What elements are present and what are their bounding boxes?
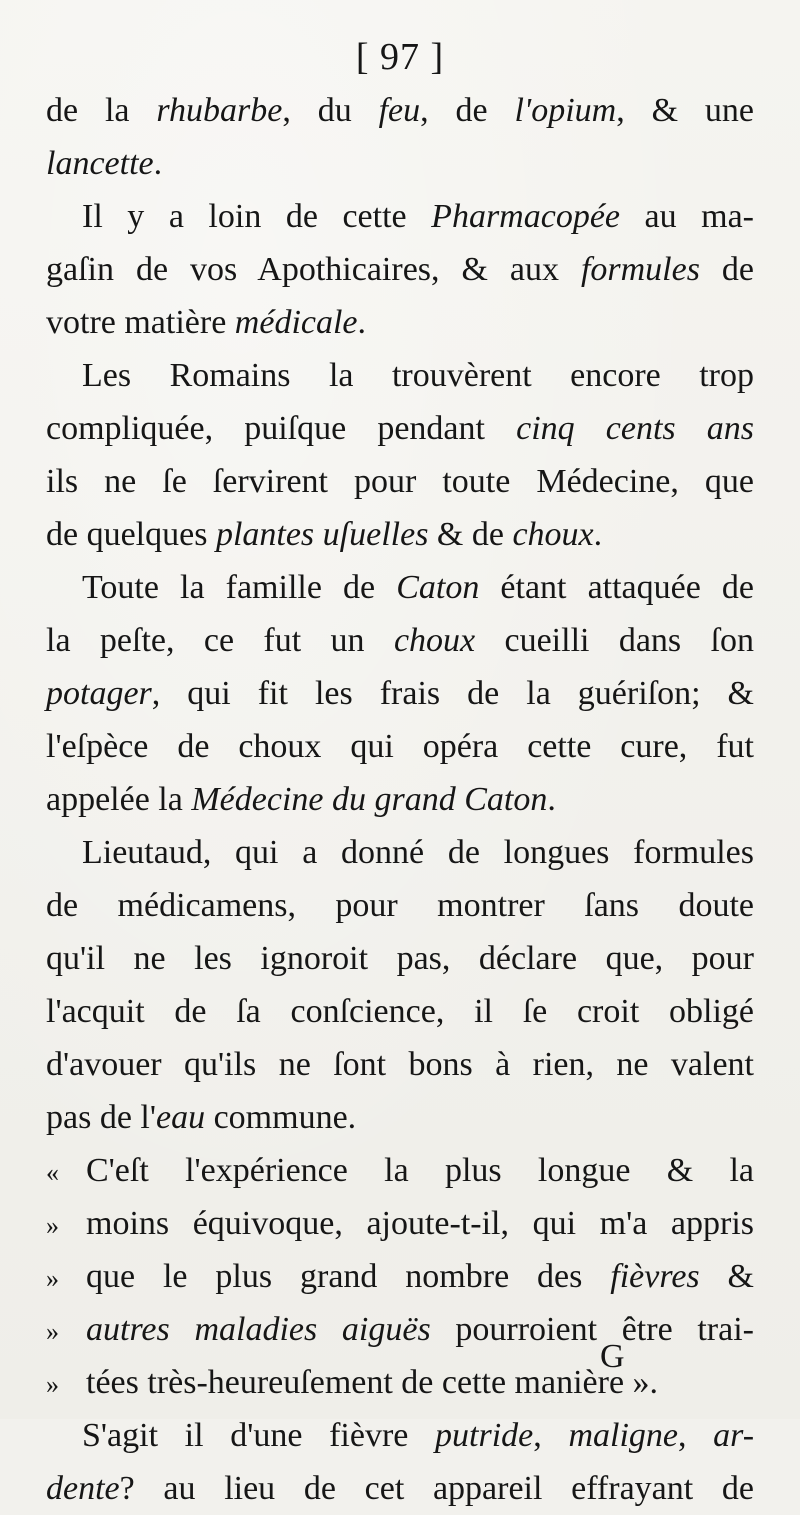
text-line xyxy=(46,1356,754,1409)
text-segment: , qui fit les frais de la guériſon; & xyxy=(151,675,754,712)
text-line xyxy=(46,1038,754,1091)
text-segment: votre matière xyxy=(46,304,235,341)
text-line xyxy=(46,1144,754,1197)
text-line xyxy=(46,137,754,190)
quote-mark: » xyxy=(46,1317,59,1346)
text-line xyxy=(46,667,754,720)
text-segment: moins équivoque, ajoute-t-il, qui m'a appris xyxy=(86,1205,754,1242)
italic-phrase: l'opium xyxy=(514,92,617,129)
text-segment: ils ne ſe ſervirent pour toute Médecine, que xyxy=(46,463,754,500)
text-segment: , xyxy=(533,1417,569,1454)
text-line xyxy=(46,932,754,985)
quote-mark: » xyxy=(46,1370,59,1399)
text-line xyxy=(46,773,754,826)
text-segment: de la xyxy=(46,92,157,129)
signature-mark: G xyxy=(600,1338,625,1375)
text-line xyxy=(46,349,754,402)
text-segment: l'acquit de ſa conſcience, il ſe croit obligé xyxy=(46,993,754,1030)
text-line xyxy=(46,455,754,508)
text-line xyxy=(46,402,754,455)
text-segment: . xyxy=(357,304,367,341)
text-line xyxy=(46,84,754,137)
italic-phrase: Médecine du grand Caton xyxy=(191,781,548,818)
text-line xyxy=(46,190,754,243)
text-line xyxy=(46,614,754,667)
text-segment: Les Romains la trouvèrent encore trop xyxy=(82,357,754,394)
italic-phrase: maligne xyxy=(568,1417,678,1454)
text-segment: l'eſpèce de choux qui opéra cette cure, fut xyxy=(46,728,754,765)
text-line xyxy=(46,296,754,349)
italic-phrase: eau xyxy=(156,1099,206,1136)
text-line xyxy=(46,561,754,614)
text-segment: au ma- xyxy=(620,198,755,235)
text-segment: cueilli dans ſon xyxy=(475,622,754,659)
text-segment: . xyxy=(547,781,556,818)
italic-phrase: potager xyxy=(46,675,152,712)
text-line xyxy=(46,1409,754,1462)
italic-phrase: putride xyxy=(435,1417,534,1454)
italic-phrase: ar- xyxy=(713,1417,755,1454)
text-segment: tées très-heureuſement de cette manière ». xyxy=(86,1364,659,1401)
italic-phrase: Caton xyxy=(396,569,480,606)
text-line xyxy=(46,1091,754,1144)
italic-phrase: choux xyxy=(393,622,476,659)
text-line xyxy=(46,1250,754,1303)
text-segment: de xyxy=(699,251,755,288)
text-line xyxy=(46,985,754,1038)
text-line xyxy=(46,720,754,773)
text-line xyxy=(46,243,754,296)
text-line xyxy=(46,508,754,561)
text-segment: & xyxy=(699,1258,754,1295)
text-segment: , & une xyxy=(616,92,754,129)
text-segment: pourroient être trai- xyxy=(430,1311,754,1348)
text-line xyxy=(46,1303,754,1356)
quote-mark: » xyxy=(46,1264,59,1293)
text-line xyxy=(46,826,754,879)
text-segment: & de xyxy=(428,516,513,553)
text-segment: S'agit il d'une fièvre xyxy=(82,1417,436,1454)
text-segment: de médicamens, pour montrer ſans doute xyxy=(46,887,754,924)
text-segment: la peſte, ce fut un xyxy=(46,622,394,659)
text-segment: Lieutaud, qui a donné de longues formules xyxy=(82,834,754,871)
text-segment: ? au lieu de cet appareil effrayant de xyxy=(119,1470,754,1507)
text-segment: , du xyxy=(282,92,379,129)
text-segment: , de xyxy=(420,92,515,129)
italic-phrase: cinq cents ans xyxy=(516,410,754,447)
text-segment: Il y a loin de cette xyxy=(82,198,432,235)
text-segment: qu'il ne les ignoroit pas, déclare que, pour xyxy=(46,940,754,977)
italic-phrase: autres maladies aiguës xyxy=(86,1311,431,1348)
quote-mark: « xyxy=(46,1158,59,1187)
italic-phrase: rhubarbe xyxy=(156,92,283,129)
text-segment: de quelques xyxy=(46,516,216,553)
text-segment: d'avouer qu'ils ne ſont bons à rien, ne valent xyxy=(46,1046,754,1083)
body-text xyxy=(46,84,754,1515)
italic-phrase: choux xyxy=(512,516,594,553)
text-segment: . xyxy=(593,516,603,553)
text-segment: Toute la famille de xyxy=(82,569,397,606)
italic-phrase: Pharmacopée xyxy=(431,198,620,235)
text-segment: , xyxy=(677,1417,714,1454)
text-segment: commune. xyxy=(205,1099,357,1136)
italic-phrase: lancette xyxy=(46,145,154,182)
text-segment: étant attaquée de xyxy=(479,569,755,606)
italic-phrase: formules xyxy=(580,251,700,288)
text-segment: . xyxy=(153,145,163,182)
italic-phrase: fièvres xyxy=(610,1258,700,1295)
italic-phrase: feu xyxy=(378,92,421,129)
italic-phrase: plantes uſuelles xyxy=(215,516,429,553)
page-number: [ 97 ] xyxy=(355,36,445,78)
page-number-value: 97 xyxy=(380,36,420,78)
italic-phrase: médicale xyxy=(234,304,358,341)
italic-phrase: dente xyxy=(46,1470,120,1507)
text-segment: appelée la xyxy=(46,781,192,818)
text-segment: pas de l' xyxy=(46,1099,156,1136)
text-segment: compliquée, puiſque pendant xyxy=(46,410,517,447)
text-segment: C'eſt l'expérience la plus longue & la xyxy=(86,1152,754,1189)
text-segment: que le plus grand nombre des xyxy=(86,1258,611,1295)
text-line xyxy=(46,1197,754,1250)
text-line xyxy=(46,879,754,932)
text-segment: gaſin de vos Apothicaires, & aux xyxy=(46,251,581,288)
quote-mark: » xyxy=(46,1211,59,1240)
text-line xyxy=(46,1462,754,1515)
